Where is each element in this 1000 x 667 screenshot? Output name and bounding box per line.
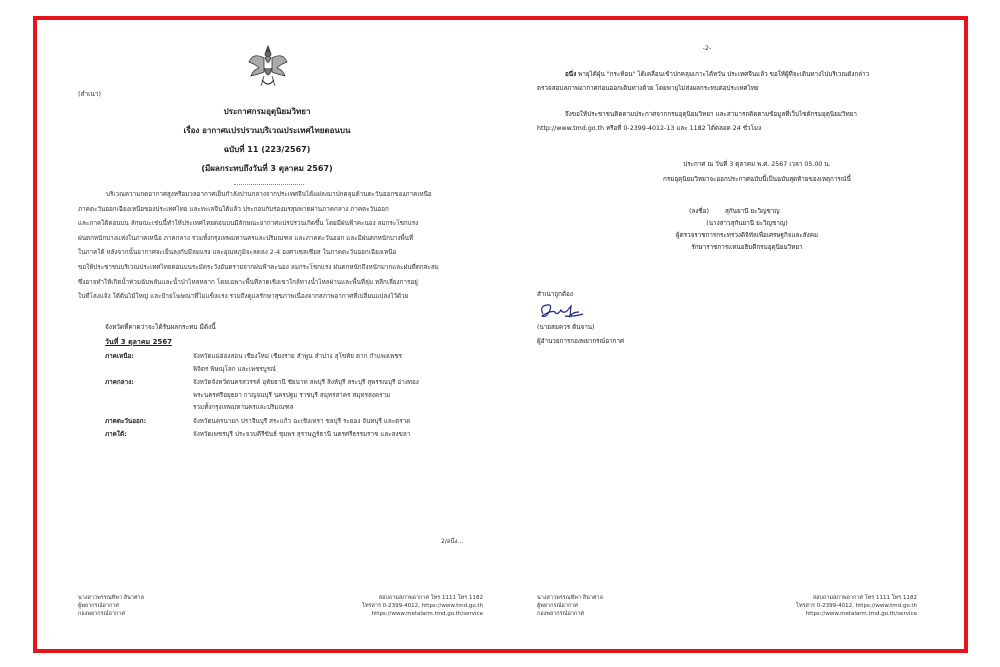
announcement-subject: เรื่อง อากาศแปรปรวนบริเวณประเทศไทยตอนบน [183,126,351,135]
region-text: จังหวัดนครนายก ปราจีนบุรี สระแก้ว ฉะเชิงเทรา ชลบุรี ระยอง จันทบุรี และตราด [193,418,411,425]
body-line: ในที่โล่งแจ้ง ใต้ต้นไม้ใหญ่ และป้ายโฆษณาที่ไม่แข็งแรง รวมถึงดูแลรักษาสุขภาพเนื่องจากสภาพอากาศที่เปลี่ยนแปลงไว้ด้วย [78,293,409,301]
para2-line1: จึงขอให้ประชาชนติดตามประกาศจากกรมอุตุนิยมวิทยา และสามารถติดตามข้อมูลที่เว็บไซต์กรมอุตุนิยมวิทยา [565,111,857,118]
announce-line1: ประกาศ ณ วันที่ 3 ตุลาคม พ.ศ. 2567 เวลา 05.00 น. [683,161,831,168]
region-text: จังหวัดเพชรบุรี ประจวบคีรีขันธ์ ชุมพร สุราษฎร์ธานี นครศรีธรรมราช และสงขลา [193,431,411,438]
region-text: จังหวัดแม่ฮ่องสอน เชียงใหม่ เชียงราย ลำพูน ลำปาง สุโขทัย ตาก กำแพงเพชร พิจิตร พิษณุโลก และเพชรบูรณ์ [193,353,403,373]
footer-right-line: โทรสาร 0-2399-4012, https://www.tmd.go.th [796,603,917,609]
body-line: ในภาคใต้ หลังจากนั้นอากาศจะเย็นลงกับมีลมแรง และอุณหภูมิจะลดลง 2-4 องศาเซลเซียส ในภาคตะวันออกเฉียงเหนือ [78,249,397,257]
region-label: ภาคใต้: [105,431,127,438]
signed-label: (ลงชื่อ) [689,208,709,215]
footer-right-line: สอบถามสภาพอากาศ โทร 1111 โทร 1182 [378,595,483,601]
certified-label: สำเนาถูกต้อง [537,291,573,298]
certifier-paren: (นายสมควร ต้นจาน) [537,324,595,331]
signer-paren: (นางสาวสุกันยานี ยะวิญชาญ) [706,220,788,227]
signer-title-2: รักษาราชการแทนอธิบดีกรมอุตุนิยมวิทยา [691,244,803,251]
copy-mark: (สำเนา) [78,90,102,98]
footer-left-line: กองพยากรณ์อากาศ [537,611,584,617]
footer-right [337,594,483,618]
footer-left-line: กองพยากรณ์อากาศ [78,611,125,617]
page-1 [37,20,492,649]
footer-left [537,594,603,618]
footer-left-line: นางสาวพรรณทิพา สินาศาล [537,595,603,601]
body-line: ซึ่งอาจทำให้เกิดน้ำท่วมฉับพลันและน้ำป่าไหลหลาก โดยเฉพาะพื้นที่ลาดเชิงเขาใกล้ทางน้ำไหลผ่านและพื้นที่ลุ่ม หลีกเลี่ยงการอยู่ [78,278,418,286]
para1-lead: อนึ่ง [565,71,577,78]
para1-line2: ตรวจสอบสภาพอากาศก่อนออกเดินทางด้วย โดยพายุไม่ส่งผลกระทบต่อประเทศไทย [537,85,759,92]
footer-left-line: นางสาวพรรณทิพา สินาศาล [78,595,144,601]
signer-name: สุกันยานี ยะวิญชาญ [725,208,780,215]
document-frame [33,16,968,653]
affected-intro: จังหวัดที่คาดว่าจะได้รับผลกระทบ มีดังนี้ [105,323,216,331]
certifier-title: ผู้อำนวยการกองพยากรณ์อากาศ [537,338,625,345]
footer-right-line: https://www.metalarm.tmd.go.th/service [371,611,483,617]
date-heading: วันที่ 3 ตุลาคม 2567 [105,338,173,346]
para2-line2: http://www.tmd.go.th หรือที่ 0-2399-4012-13 และ 1182 ได้ตลอด 24 ชั่วโมง [537,125,762,132]
announcement-title: ประกาศกรมอุตุนิยมวิทยา [223,107,311,116]
footer-left [78,594,144,618]
region-label: ภาคกลาง: [105,379,134,386]
footer-right [767,594,917,618]
page-number: -2- [702,44,712,52]
para1-text: พายุไต้ฝุ่น "กระท้อน" ได้เคลื่อนเข้าปกคลุมเกาะไต้หวัน ประเทศจีนแล้ว ขอให้ผู้ที่จะเดินทางไปบริเวณดังกล่าว [576,71,870,78]
footer-right-line: โทรสาร 0-2399-4012, https://www.tmd.go.th [362,603,483,609]
body-line: ฝนตกหนักบางแห่งในภาคเหนือ ภาคกลาง รวมทั้งกรุงเทพมหานครและปริมณฑล และภาคตะวันออก และมีฝนตกหนักบางพื้นที่ [78,234,414,242]
announcement-body [78,188,468,305]
title-divider [234,184,304,185]
para1-line1 [565,70,869,79]
footer-right-line: สอบถามสภาพอากาศ โทร 1111 โทร 1182 [812,595,917,601]
continued-note: 2/อนึ่ง... [441,538,464,545]
body-line: บริเวณความกดอากาศสูงหรือมวลอากาศเย็นกำลังปานกลางจากประเทศจีนได้แผ่ลงมาปกคลุมด้านตะวันออกของภาคเหนือ [106,191,432,198]
page-2 [507,20,927,649]
body-line: และภาคใต้ตอนบน ลักษณะเช่นนี้ทำให้ประเทศไทยตอนบนมีลักษณะอากาศแปรปรวนเกิดขึ้น โดยมีฝนฟ้าคะนอง ลมกระโชกแรง [78,220,419,228]
footer-right-line: https://www.metalarm.tmd.go.th/service [805,611,917,617]
region-label: ภาคเหนือ: [105,353,134,360]
signature-icon [537,300,587,322]
body-line: ขอให้ประชาชนบริเวณประเทศไทยตอนบนระมัดระวังอันตรายจากฝนฟ้าคะนอง ลมกระโชกแรง ฝนตกหนักถึงหนักมากและฝนที่ตกสะสม [78,263,439,271]
garuda-emblem-icon [247,42,289,90]
announcement-effective: (มีผลกระทบถึงวันที่ 3 ตุลาคม 2567) [201,164,333,173]
region-text: จังหวัดจังหวัดนครสวรรค์ อุทัยธานี ชัยนาท ลพบุรี สิงห์บุรี สระบุรี สุพรรณบุรี อ่างทอง พระนครศรีอยุธยา กาญจนบุรี นครปฐม ราชบุรี สมุทรสาคร สมุทรสงคราม รวมทั้งกรุงเทพมหานครและปริมณฑล [193,379,419,411]
body-line: ภาคตะวันออกเฉียงเหนือของประเทศไทย และทะเลจีนใต้แล้ว ประกอบกับร่องมรสุมพาดผ่านภาคกลาง ภาคตะวันออก [78,205,389,213]
announce-line2: กรมอุตุนิยมวิทยาจะออกประกาศฉบับนี้เป็นฉบับสุดท้ายของเหตุการณ์นี้ [663,176,851,183]
footer-left-line: ผู้พยากรณ์อากาศ [78,603,119,609]
signer-title-1: ผู้ตรวจราชการกระทรวงดิจิทัลเพื่อเศรษฐกิจและสังคม [675,232,819,239]
footer-left-line: ผู้พยากรณ์อากาศ [537,603,578,609]
announcement-number: ฉบับที่ 11 (223/2567) [223,145,311,154]
region-label: ภาคตะวันออก: [105,418,147,425]
